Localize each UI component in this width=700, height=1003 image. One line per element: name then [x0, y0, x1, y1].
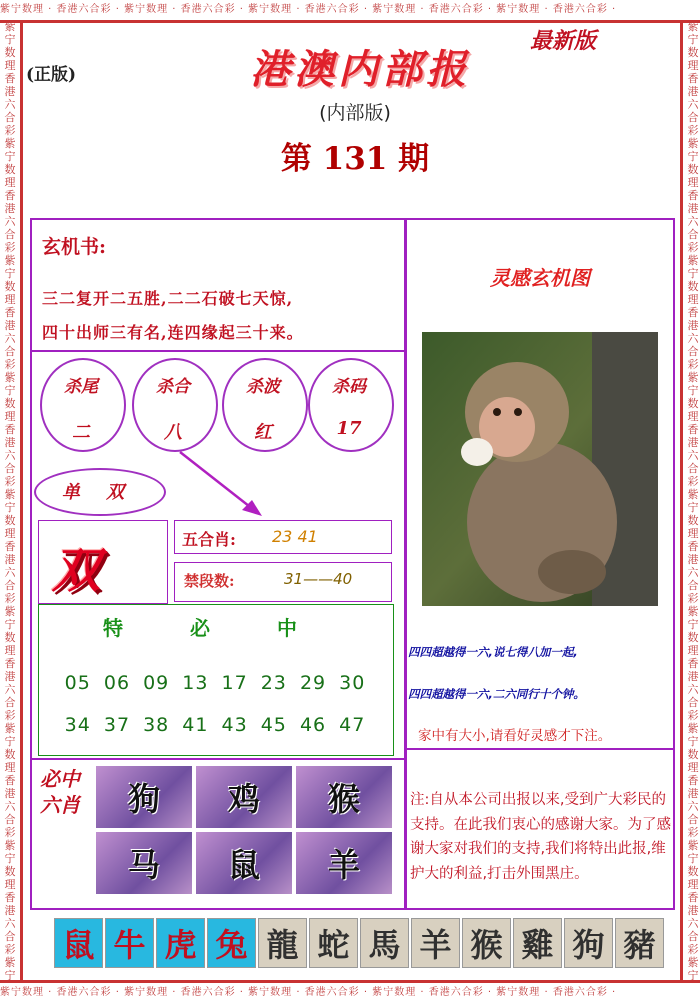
kill-range-label: 禁段数:: [184, 572, 235, 590]
lingan-line-1: 四四超越得一六,说七得八加一起,: [408, 645, 578, 659]
zodiac-strip-11: 狗: [564, 918, 613, 968]
arrow-icon: [176, 448, 266, 520]
kill-range-value: 31——40: [284, 570, 353, 588]
big-pick: 双: [52, 543, 101, 599]
oval-sha-bo-value: 红: [254, 422, 272, 443]
wuhe-value: 23 41: [272, 527, 318, 546]
monkey-image: [422, 332, 658, 606]
panel-left-line: [30, 218, 32, 910]
zodiac-strip-9: 猴: [462, 918, 511, 968]
special-heading: 特 必 中: [103, 616, 327, 640]
zodiac-pick-3: 猴: [296, 766, 392, 828]
panel-bottom-line: [30, 908, 675, 910]
zodiac-pick-5: 鼠: [196, 832, 292, 894]
zodiac-strip-8: 羊: [411, 918, 460, 968]
zodiac-strip-4: 兔: [207, 918, 256, 968]
zodiac-pick-1: 狗: [96, 766, 192, 828]
oval-sha-bo-label: 杀波: [246, 377, 280, 397]
zodiac-strip-6: 蛇: [309, 918, 358, 968]
oval-sha-wei-label: 杀尾: [64, 377, 98, 397]
subtitle: (内部版): [319, 102, 391, 124]
wuhe-label: 五合肖:: [182, 530, 236, 549]
zodiac-strip-7: 馬: [360, 918, 409, 968]
zodiac-pick-6: 羊: [296, 832, 392, 894]
zodiac-strip-1: 鼠: [54, 918, 103, 968]
oval-sha-wei-value: 二: [72, 422, 90, 443]
zodiac-pick-grid: [96, 766, 392, 894]
zodiac-strip-12: 豬: [615, 918, 664, 968]
notice-text: 注:自从本公司出报以来,受到广大彩民的支持。在此我们衷心的感谢大家。为了感谢大家对我们的支持,我们将特出此报,维护大的利益,打击外围黑庄。: [410, 792, 671, 882]
frame-top-text: 紫宁数理 · 香港六合彩 · 紫宁数理 · 香港六合彩 · 紫宁数理 · 香港六合彩 · 紫宁数理 · 香港六合彩 · 紫宁数理 · 香港六合彩 ·: [0, 0, 700, 23]
right-divider: [404, 748, 674, 750]
issue-number: 第 131 期: [280, 141, 430, 177]
panel-top-line: [30, 218, 675, 220]
riddle-divider: [30, 350, 405, 352]
special-numbers-row-2: 34 37 38 41 43 45 46 47: [64, 714, 366, 736]
lingan-heading: 灵感玄机图: [490, 266, 590, 290]
danshuang-label: 单 双: [61, 482, 135, 503]
zodiac-pick-4: 马: [96, 832, 192, 894]
zodiac-strip-2: 牛: [105, 918, 154, 968]
special-numbers-row-1: 05 06 09 13 17 23 29 30: [64, 672, 366, 694]
zodiac-pick-2: 鸡: [196, 766, 292, 828]
latest-edition-badge: 最新版: [530, 28, 597, 54]
oval-sha-he-value: 八: [164, 422, 182, 443]
zodiac-strip-10: 雞: [513, 918, 562, 968]
zodiac-strip-3: 虎: [156, 918, 205, 968]
page-title: 港澳内部报: [250, 46, 470, 93]
oval-sha-ma-label: 杀码: [332, 377, 366, 397]
riddle-line-1: 三二复开二五胜,二二石破七天惊,: [42, 289, 294, 308]
oval-sha-ma-value: 17: [336, 418, 362, 439]
bizhong-liuxiao-vertical: 必中六肖: [40, 767, 80, 817]
riddle-heading: 玄机书:: [42, 236, 107, 258]
lingan-note: 家中有大小,请看好灵感才下注。: [418, 728, 612, 744]
zodiac-strip: [54, 918, 664, 968]
oval-sha-he-label: 杀合: [156, 377, 190, 397]
frame-left-text: 紫宁数理香港六合彩紫宁数理香港六合彩紫宁数理香港六合彩紫宁数理香港六合彩紫宁数理香港六合彩紫宁数理香港六合彩紫宁数理香港六合彩紫宁数理香港六合彩紫宁: [0, 20, 23, 980]
zhengban-label: (正版): [26, 65, 77, 85]
zodiac-strip-5: 龍: [258, 918, 307, 968]
riddle-line-2: 四十出师三有名,连四缘起三十来。: [42, 323, 304, 342]
panel-divider-vertical: [404, 218, 407, 910]
frame-bottom-text: 紫宁数理 · 香港六合彩 · 紫宁数理 · 香港六合彩 · 紫宁数理 · 香港六合彩 · 紫宁数理 · 香港六合彩 · 紫宁数理 · 香港六合彩 ·: [0, 980, 700, 1003]
frame-right-text: 紫宁数理香港六合彩紫宁数理香港六合彩紫宁数理香港六合彩紫宁数理香港六合彩紫宁数理香港六合彩紫宁数理香港六合彩紫宁数理香港六合彩紫宁数理香港六合彩紫宁: [680, 20, 700, 980]
lingan-line-2: 四四超越得一六,二六同行十个钟。: [408, 687, 585, 701]
left-lower-divider: [30, 758, 405, 760]
